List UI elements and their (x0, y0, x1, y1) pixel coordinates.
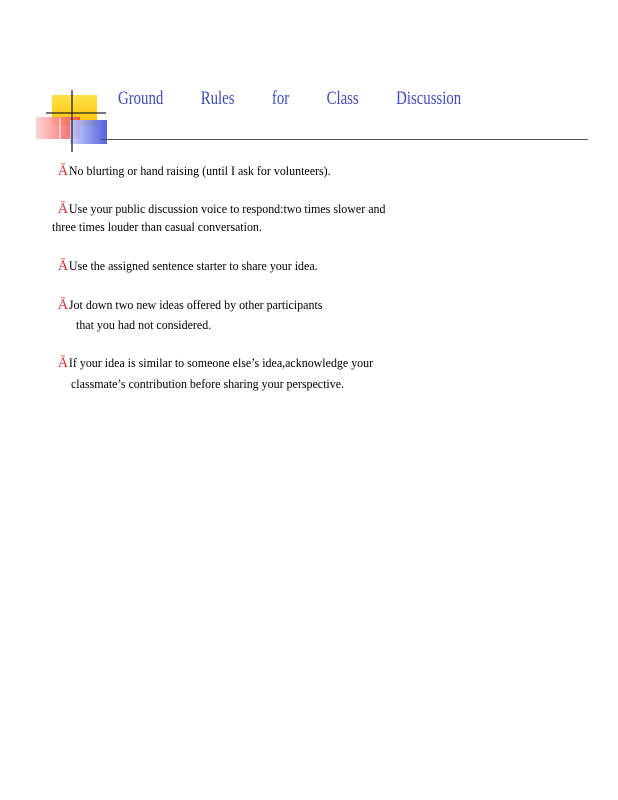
bullet-2-line-2 (52, 219, 262, 235)
bullet-1-line-1 (58, 163, 331, 180)
title-word: for (271, 88, 290, 109)
bullet-5-line-1 (58, 355, 373, 372)
bullet-2-line-1 (58, 201, 385, 218)
decorative-logo-graphic (0, 0, 110, 160)
bullet-3-line-1 (58, 258, 318, 275)
bullet-4-line-2 (76, 317, 211, 333)
bullet-text: Jot down two new ideas offered by other participants (68, 297, 323, 312)
bullet-marker-icon: Ā (58, 258, 68, 274)
bullet-marker-icon: Ā (58, 355, 68, 371)
slide-title (118, 88, 461, 110)
bullet-marker-icon: Ā (58, 163, 68, 179)
bullet-4-line-1 (58, 297, 322, 314)
bullet-text: If your idea is similar to someone else’s idea,acknowledge your (68, 355, 374, 370)
bullet-text: No blurting or hand raising (until I ask for volunteers). (68, 163, 331, 178)
bullet-text: that you had not considered. (76, 317, 212, 332)
bullet-marker-icon: Ā (58, 297, 68, 313)
bullet-text: three times louder than casual conversation. (52, 219, 262, 234)
bullet-text: classmate’s contribution before sharing your perspective. (71, 376, 345, 391)
title-word: Class (326, 88, 359, 109)
title-divider-line (100, 139, 588, 140)
bullet-marker-icon: Ā (58, 201, 68, 217)
logo-blue-block (70, 120, 107, 144)
title-word: Discussion (396, 88, 462, 109)
title-word: Rules (200, 88, 235, 109)
bullet-text: Use the assigned sentence starter to share your idea. (68, 258, 318, 273)
title-word: Ground (118, 88, 164, 109)
bullet-text: Use your public discussion voice to respond:two times slower and (68, 201, 386, 216)
bullet-5-line-2 (71, 376, 344, 392)
